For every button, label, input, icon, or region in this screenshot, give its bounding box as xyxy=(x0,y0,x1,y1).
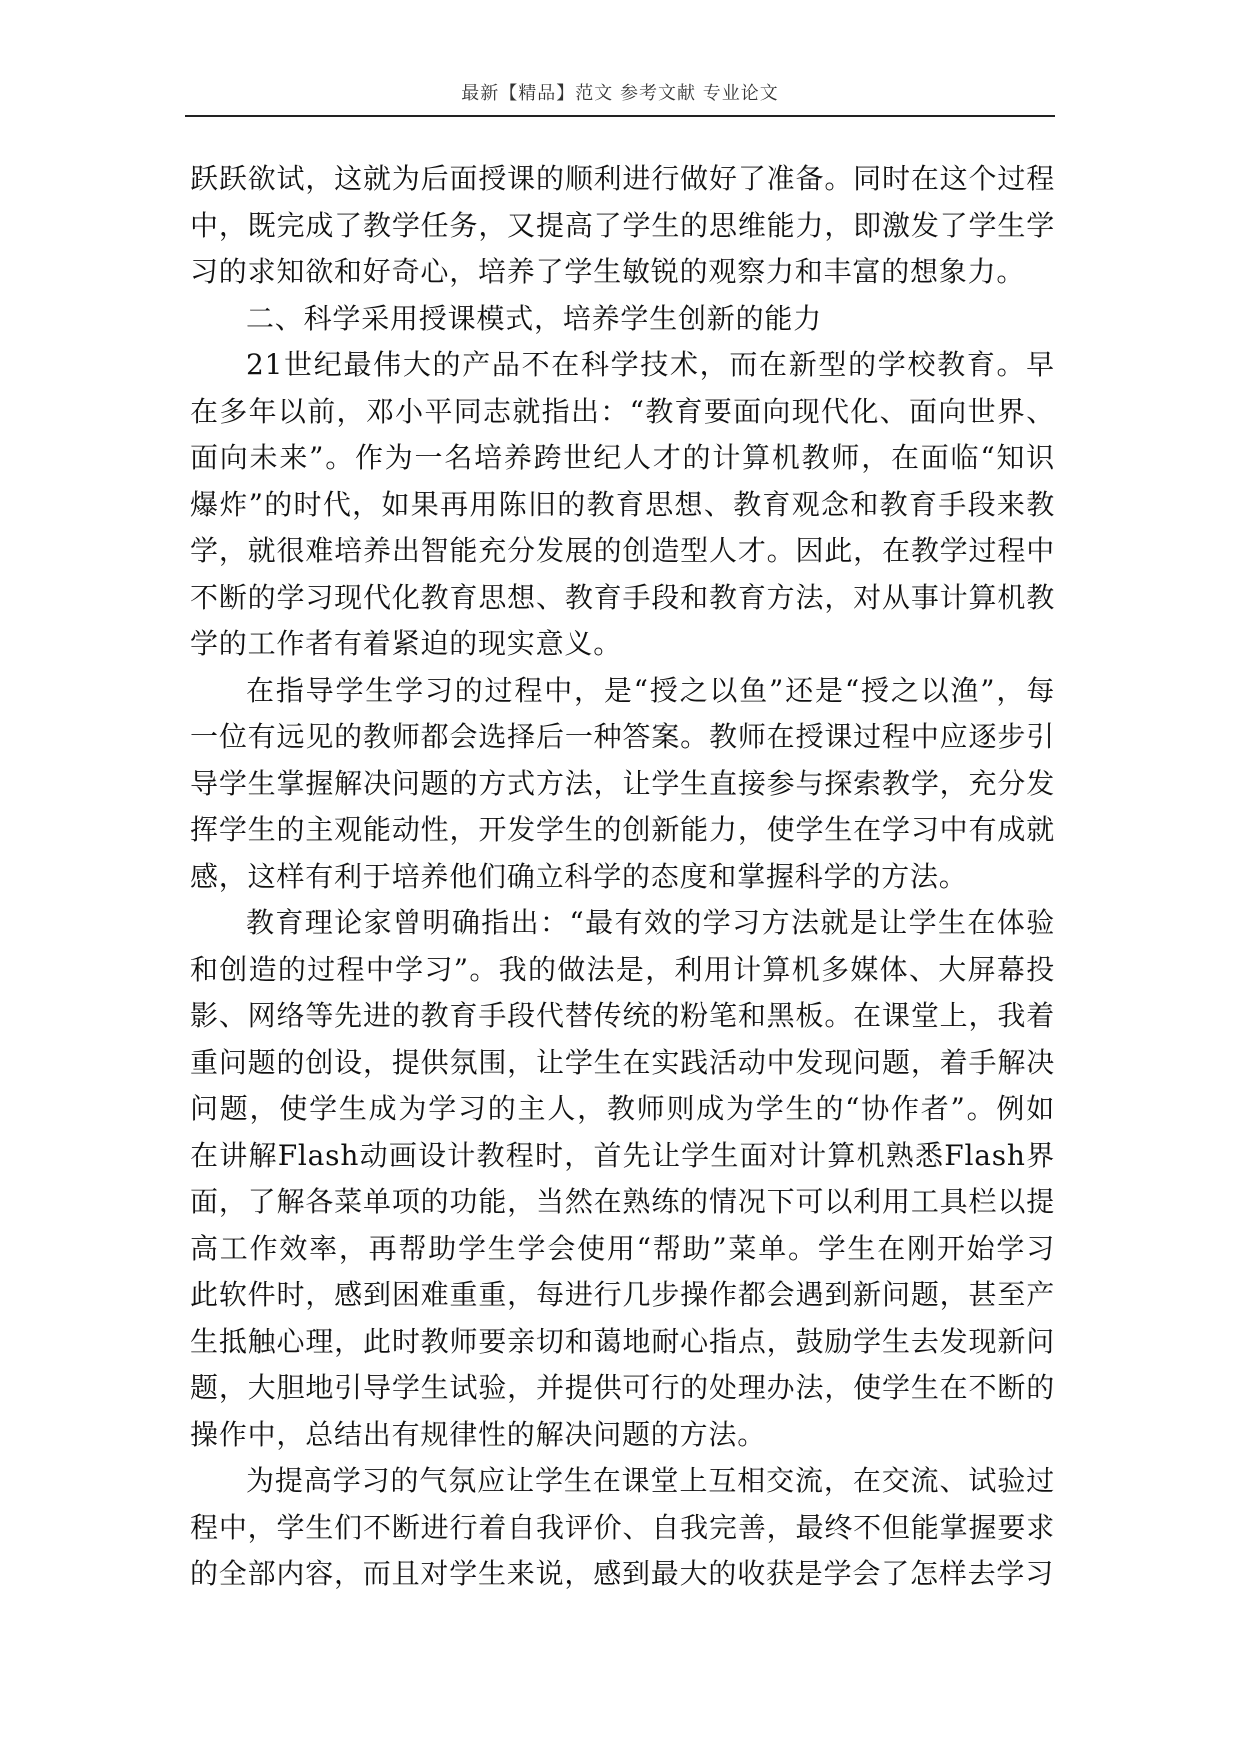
page-header: 最新【精品】范文 参考文献 专业论文 xyxy=(461,83,779,104)
paragraph-continued: 跃跃欲试，这就为后面授课的顺利进行做好了准备。同时在这个过程中，既完成了教学任务，又提高了学生的思维能力，即激发了学生学习的求知欲和好奇心，培养了学生敏锐的观察力和丰富的想象力。 xyxy=(190,162,1055,288)
paragraph: 在指导学生学习的过程中，是“授之以鱼”还是“授之以渔”，每一位有远见的教师都会选择后一种答案。教师在授课过程中应逐步引导学生掌握解决问题的方式方法，让学生直接参与探索教学，充分发挥学生的主观能动性，开发学生的创新能力，使学生在学习中有成就感，这样有利于培养他们确立科学的态度和掌握科学的方法。 xyxy=(190,673,1055,893)
paragraph: 21世纪最伟大的产品不在科学技术，而在新型的学校教育。早在多年以前，邓小平同志就指出：“教育要面向现代化、面向世界、面向未来”。作为一名培养跨世纪人才的计算机教师，在面临“知识爆炸”的时代，如果再用陈旧的教育思想、教育观念和教育手段来教学，就很难培养出智能充分发展的创造型人才。因此，在教学过程中不断的学习现代化教育思想、教育手段和教育方法，对从事计算机教学的工作者有着紧迫的现实意义。 xyxy=(190,348,1055,660)
section-heading: 二、科学采用授课模式，培养学生创新的能力 xyxy=(246,301,823,335)
paragraph: 为提高学习的气氛应让学生在课堂上互相交流，在交流、试验过程中，学生们不断进行着自我评价、自我完善，最终不但能掌握要求的全部内容，而且对学生来说，感到最大的收获是学会了怎样去学习 xyxy=(190,1464,1055,1590)
header-divider xyxy=(185,115,1055,117)
paragraph: 教育理论家曾明确指出：“最有效的学习方法就是让学生在体验和创造的过程中学习”。我的做法是，利用计算机多媒体、大屏幕投影、网络等先进的教育手段代替传统的粉笔和黑板。在课堂上，我着重问题的创设，提供氛围，让学生在实践活动中发现问题，着手解决问题，使学生成为学习的主人，教师则成为学生的“协作者”。例如在讲解Flash动画设计教程时，首先让学生面对计算机熟悉Flash界面，了解各菜单项的功能，当然在熟练的情况下可以利用工具栏以提高工作效率，再帮助学生学会使用“帮助”菜单。学生在刚开始学习此软件时，感到困难重重，每进行几步操作都会遇到新问题，甚至产生抵触心理，此时教师要亲切和蔼地耐心指点，鼓励学生去发现新问题，大胆地引导学生试验，并提供可行的处理办法，使学生在不断的操作中，总结出有规律性的解决问题的方法。 xyxy=(190,906,1055,1451)
document-body xyxy=(190,156,1055,1598)
